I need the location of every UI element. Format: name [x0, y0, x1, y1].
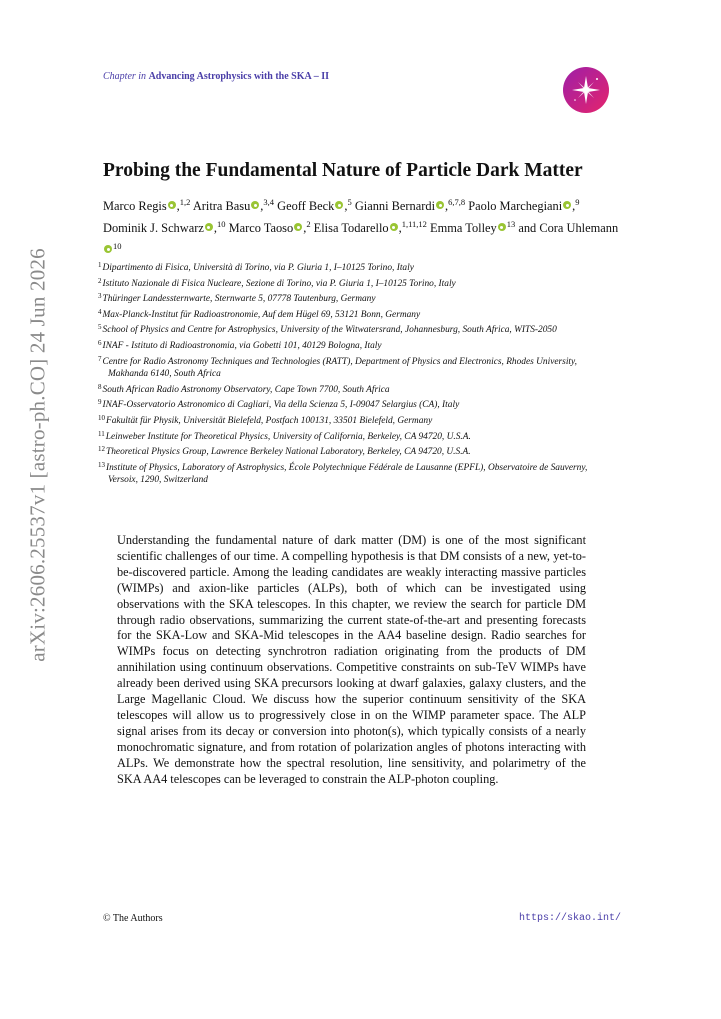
affiliation-item: [98, 443, 608, 459]
ska-url-link[interactable]: https://skao.int/: [518, 913, 621, 924]
affiliation-item: [98, 353, 608, 381]
author-conjunction: and: [518, 221, 537, 236]
author-affiliation-marker: 5: [347, 197, 352, 207]
orcid-icon[interactable]: [168, 201, 176, 209]
affiliation-text: Max-Planck-Institut für Radioastronomie, Auf dem Hügel 69, 53121 Bonn, Germany: [102, 309, 421, 320]
author-name: Marco Regis: [103, 199, 167, 214]
affiliation-number: 1: [98, 261, 102, 269]
affiliation-number: 4: [98, 307, 102, 316]
affiliation-text: Theoretical Physics Group, Lawrence Berkeley National Laboratory, Berkeley, CA 94720, U.S.A.: [106, 447, 471, 458]
affiliation-item: [98, 306, 608, 322]
affiliation-text: Thüringer Landessternwarte, Sternwarte 5, 07778 Tautenburg, Germany: [102, 294, 376, 305]
affiliation-number: 7: [98, 354, 102, 363]
author-affiliation-marker: 2: [306, 219, 311, 230]
affiliation-text: Fakultät für Physik, Universität Bielefeld, Postfach 100131, 33501 Bielefeld, Germany: [106, 415, 433, 426]
affiliation-list: [98, 259, 608, 487]
affiliation-number: 11: [98, 429, 105, 438]
affiliation-number: 13: [98, 460, 105, 469]
author-name: Aritra Basu: [192, 199, 251, 214]
chapter-prefix: Chapter in: [103, 71, 147, 82]
affiliation-text: School of Physics and Centre for Astrophysics, University of the Witwatersrand, Johannesburg, South Africa, WITS-2050: [102, 325, 557, 336]
copyright-notice: © The Authors: [103, 913, 163, 924]
affiliation-number: 3: [98, 292, 102, 301]
author-affiliation-marker: 13: [506, 219, 516, 230]
affiliation-number: 8: [98, 382, 102, 391]
author-name: Geoff Beck: [277, 199, 335, 214]
affiliation-number: 12: [98, 445, 105, 454]
affiliation-item: [98, 381, 608, 397]
orcid-icon[interactable]: [390, 223, 398, 231]
author-list: Marco Regis ,$^{1,2}$ Aritra Basu ,$^{3,4}$ Geoff Beck ,$^5$ Gianni Bernardi ,$^{6,7,8}$ Paolo Marchegiani ,$^9$ Dominik J. Schwarz ,$^{10}$ Marco Taoso ,$^2$ Elisa Todarello ,$^{1,11,12}$ Emma Tolley $^{13}$ and Cora Uhlemann$^{10}$: [103, 193, 623, 259]
affiliation-text: Centre for Radio Astronomy Techniques and Technologies (RATT), Department of Physics and Electronics, Rhodes University, Makhanda 6140, South Africa: [102, 356, 578, 380]
affiliation-text: South African Radio Astronomy Observatory, Cape Town 7700, South Africa: [102, 384, 390, 395]
affiliation-item: [98, 412, 608, 428]
affiliation-number: 5: [98, 323, 102, 332]
affiliation-item: [98, 275, 608, 291]
affiliation-item: [98, 259, 608, 275]
affiliation-item: [98, 321, 608, 337]
author-name: Dominik J. Schwarz: [103, 221, 204, 236]
affiliation-text: Dipartimento di Fisica, Università di Torino, via P. Giuria 1, I–10125 Torino, Italy: [102, 263, 414, 273]
abstract: Understanding the fundamental nature of dark matter (DM) is one of the most significant scientific challenges of our time. A compelling hypothesis is that DM consists of a new, yet-to-be-discovered particle. Among the leading candidates are weakly interacting massive particles (WIMPs) and axion-like particles (ALPs), both of which can be investigated using observations with the SKA telescopes. In this chapter, we review the search for particle DM through radio observations, summarizing the current state-of-the-art and presenting forecasts for the SKA-Low and SKA-Mid telescopes in the AA4 baseline design. Radio searches for WIMPs focus on detecting synchrotron radiation originating from the products of DM annihilation using continuum observations. Competitive constraints on sub-TeV WIMPs have already been derived using SKA precursors looking at dwarf galaxies, galaxy clusters, and the Large Magellanic Cloud. We discuss how the superior continuum sensitivity of the SKA telescopes will allow us to progressively close in on the WIMP parameter space. The ALP signal arises from its decay or conversion into photon(s), which typically consists of a nearly monochromatic signature, and from rotation of polarization angles of photons interacting with ALPs. We demonstrate how the spectral resolution, line sensitivity, and polarimetry of the SKA AA4 telescopes can be leveraged to constrain the ALP-photon coupling.: [117, 533, 586, 786]
author-affiliation-marker: 10: [113, 241, 122, 252]
affiliation-item: [98, 459, 608, 487]
author-name: Gianni Bernardi: [354, 199, 436, 214]
affiliation-number: 9: [98, 398, 102, 407]
orcid-icon[interactable]: [563, 201, 571, 209]
author-name: Marco Taoso: [228, 221, 294, 236]
author-affiliation-marker: 6,7,8: [448, 197, 466, 207]
author-affiliation-marker: 9: [575, 197, 580, 207]
arxiv-identifier: arXiv:2606.25537v1 [astro-ph.CO] 24 Jun 2026: [25, 248, 50, 662]
author-name: Paolo Marchegiani: [468, 199, 563, 214]
author-name: Elisa Todarello: [313, 221, 389, 236]
author-name: Emma Tolley: [430, 221, 497, 236]
orcid-icon[interactable]: [104, 245, 112, 253]
ska-star-logo-icon: [563, 67, 609, 113]
affiliation-number: 10: [98, 413, 105, 422]
affiliation-text: Institute of Physics, Laboratory of Astrophysics, École Polytechnique Fédérale de Lausanne (EPFL), Observatoire de Sauverny, Versoix, 1290, Switzerland: [106, 462, 588, 486]
author-affiliation-marker: 1,11,12: [401, 219, 427, 230]
affiliation-item: [98, 428, 608, 444]
orcid-icon[interactable]: [251, 201, 259, 209]
author-affiliation-marker: 10: [216, 219, 226, 230]
orcid-icon[interactable]: [205, 223, 213, 231]
author-affiliation-marker: 3,4: [263, 197, 275, 207]
affiliation-text: Istituto Nazionale di Fisica Nucleare, Sezione di Torino, via P. Giuria 1, I–10125 Torino, Italy: [102, 278, 456, 289]
orcid-icon[interactable]: [498, 223, 506, 231]
affiliation-item: [98, 290, 608, 306]
affiliation-text: INAF - Istituto di Radioastronomia, via Gobetti 101, 40129 Bologna, Italy: [102, 340, 382, 351]
orcid-icon[interactable]: [294, 223, 302, 231]
orcid-icon[interactable]: [436, 201, 444, 209]
book-title: Advancing Astrophysics with the SKA – II: [148, 71, 329, 82]
affiliation-text: Leinweber Institute for Theoretical Physics, University of California, Berkeley, CA 94720, U.S.A.: [105, 431, 471, 442]
author-affiliation-marker: 1,2: [179, 197, 191, 207]
affiliation-text: INAF-Osservatorio Astronomico di Cagliari, Via della Scienza 5, I-09047 Selargius (CA), Italy: [102, 400, 460, 411]
chapter-header: [103, 71, 329, 82]
affiliation-item: [98, 396, 608, 412]
affiliation-number: 2: [98, 276, 102, 285]
paper-title: Probing the Fundamental Nature of Particle Dark Matter: [103, 160, 583, 181]
affiliation-number: 6: [98, 338, 102, 347]
orcid-icon[interactable]: [335, 201, 343, 209]
affiliation-item: [98, 337, 608, 353]
arxiv-stamp: [22, 248, 54, 662]
author-name: Cora Uhlemann: [539, 221, 619, 236]
